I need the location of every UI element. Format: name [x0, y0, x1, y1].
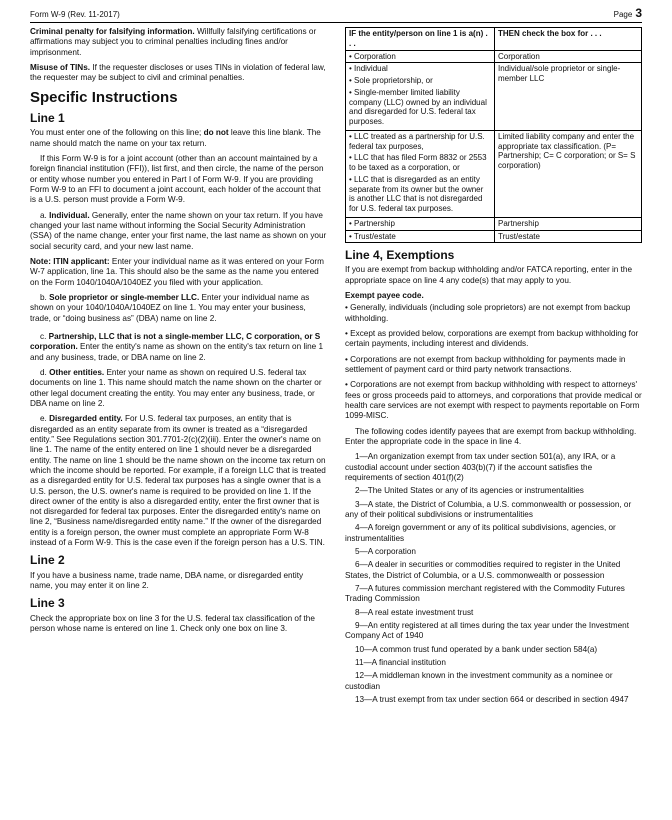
codes-intro: The following codes identify payees that are exempt from backup withholding. Enter the appropriate code in the space in line 4.: [345, 426, 637, 447]
item-d-heading: Other entities.: [49, 367, 105, 377]
line4-heading: Line 4, Exemptions: [345, 248, 455, 263]
line3-heading: Line 3: [30, 596, 65, 611]
joint-account-paragraph: If this Form W-9 is for a joint account (other than an account maintained by a foreign financial institution (FFI)), list first, and then circle, the name of the person or entity whose number you entered in Part I of Form W-9. If you are providing Form W-9 to an FFI to document a joint account, each holder of the account that is a U.S. person must provide a Form W-9.: [30, 153, 324, 205]
table-cell: • Trust/estate: [346, 230, 495, 243]
table-row: [346, 63, 642, 131]
exempt-code-item: 7—A futures commission merchant registered with the Commodity Futures Trading Commission: [345, 583, 625, 604]
item-b-sole-proprietor: [30, 293, 327, 324]
exempt-code-item: 6—A dealer in securities or commodities required to register in the United States, the District of Columbia, or a U.S. commonwealth or possession: [345, 560, 621, 580]
criminal-penalty-paragraph: [30, 27, 327, 58]
table-cell: Trust/estate: [495, 230, 642, 243]
table-cell: Individual/sole proprietor or single-member LLC: [495, 63, 642, 131]
form-revision: Form W-9 (Rev. 11-2017): [30, 9, 120, 19]
table-header-then: THEN check the box for . . .: [495, 28, 642, 51]
misuse-tins-text: If the requester discloses or uses TINs in violation of federal law, the requester may be subject to civil and criminal penalties.: [30, 62, 326, 83]
item-e-heading: Disregarded entity.: [49, 414, 123, 424]
itin-note-text: Enter your individual name as it was entered on your Form W-7 application, line 1a. This should also be the same as the name you entered on the Form 1040/1040A/1040EZ you filed with your application.: [30, 256, 324, 287]
table-cell: [346, 63, 495, 131]
item-d-other-entities: [30, 368, 327, 409]
line2-heading: Line 2: [30, 553, 65, 568]
exempt-bullet: • Corporations are not exempt from backup withholding with respect to attorneys' fees or gross proceeds paid to attorneys, and corporations that provide medical or health care services are not exempt with respect to payments reportable on Form 1099-MISC.: [345, 380, 642, 421]
line3-text: Check the appropriate box on line 3 for the U.S. federal tax classification of the person whose name is entered on line 1. Check only one box on line 3.: [30, 613, 315, 633]
line2-text: If you have a business name, trade name, DBA name, or disregarded entity name, you may enter it on line 2.: [30, 570, 304, 590]
itin-note: [30, 257, 327, 288]
table-item: • LLC that has filed Form 8832 or 2553 to be taxed as a corporation, or: [349, 153, 487, 172]
item-c-partnership: [30, 332, 327, 363]
item-b-text: Enter your individual name as shown on your 1040/1040A/1040EZ on line 1. You may enter your business, trade, or “doing business as” (DBA) name on line 2.: [30, 292, 310, 323]
right-column: [345, 27, 642, 708]
item-b-heading: Sole proprietor or single-member LLC.: [49, 292, 200, 302]
entity-classification-table: [345, 27, 642, 243]
item-a-heading: Individual.: [49, 210, 90, 220]
exempt-bullet: • Generally, individuals (including sole proprietors) are not exempt from backup withholding.: [345, 303, 631, 323]
line1-do-not: do not: [203, 128, 229, 138]
table-row: [346, 217, 642, 230]
table-header-if: IF the entity/person on line 1 is a(n) . . .: [346, 28, 495, 51]
criminal-penalty-text: Willfully falsifying certifications or affirmations may subject you to criminal penalties including fines and/or imprisonment.: [30, 27, 317, 57]
item-a-text: Generally, enter the name shown on your tax return. If you have changed your last name without informing the Social Security Administration (SSA) of the name change, enter your first name, the last name as shown on your social security card, and your new last name.: [30, 210, 327, 251]
table-cell: Corporation: [495, 50, 642, 63]
exempt-code-item: 13—A trust exempt from tax under section 664 or described in section 4947: [355, 694, 629, 704]
exempt-code-item: 10—A common trust fund operated by a bank under section 584(a): [355, 644, 598, 654]
item-c-label: c.: [40, 331, 49, 341]
left-column: [30, 27, 327, 639]
item-e-label: e.: [40, 414, 50, 424]
line1-intro-c: leave this line blank. The name should match the name on your tax return.: [30, 128, 321, 148]
table-item: • Individual: [349, 64, 388, 74]
page-number: [614, 6, 642, 21]
table-cell: Limited liability company and enter the appropriate tax classification. (P= Partnership; C= C corporation; or S= S corporation): [495, 130, 642, 217]
item-a-individual: [30, 211, 327, 252]
specific-instructions-title: Specific Instructions: [30, 88, 178, 106]
table-row: [346, 130, 642, 217]
exempt-code-item: 3—A state, the District of Columbia, a U.S. commonwealth or possession, or any of their political subdivisions or instrumentalities: [345, 499, 632, 519]
exempt-bullet: • Corporations are not exempt from backup withholding for payments made in settlement of payment card or third party network transactions.: [345, 354, 626, 375]
line1-intro-a: You must enter one of the following on this line;: [30, 128, 204, 138]
line4-intro: If you are exempt from backup withholding and/or FATCA reporting, enter in the appropriate space on line 4 any code(s) that may apply to you.: [345, 265, 633, 285]
exempt-code-item: 5—A corporation: [355, 546, 416, 556]
table-cell: • Corporation: [346, 50, 495, 63]
exempt-code-item: 8—A real estate investment trust: [355, 607, 474, 617]
page-number-value: 3: [635, 5, 642, 20]
line1-heading: Line 1: [30, 111, 65, 126]
itin-note-heading: Note: ITIN applicant:: [30, 256, 110, 266]
item-d-label: d.: [40, 367, 50, 377]
table-row: [346, 230, 642, 243]
page-header: [30, 5, 642, 23]
item-d-text: Enter your name as shown on required U.S. federal tax documents on line 1. This name should match the name shown on the charter or other legal document creating the entity. You may enter any business, trade, or DBA name on line 2.: [30, 367, 322, 408]
exempt-code-item: 2—The United States or any of its agencies or instrumentalities: [355, 486, 584, 496]
exempt-code-item: 11—A financial institution: [355, 657, 446, 667]
item-a-label: a.: [40, 210, 50, 220]
exempt-payee-code-heading: Exempt payee code.: [345, 291, 424, 301]
table-cell: • Partnership: [346, 217, 495, 230]
table-item: • Sole proprietorship, or: [349, 76, 433, 85]
item-c-text: Enter the entity's name as shown on the entity's tax return on line 1 and any business, trade, or DBA name on line 2.: [30, 342, 324, 362]
exempt-code-item: 9—An entity registered at all times during the tax year under the Investment Company Act of 1940: [345, 620, 629, 641]
exempt-code-item: 12—A middleman known in the investment community as a nominee or custodian: [345, 671, 613, 691]
item-c-heading: Partnership, LLC that is not a single-member LLC, C corporation, or S corporation.: [30, 331, 321, 352]
page-label: Page: [613, 9, 633, 19]
exempt-codes-list: [345, 452, 642, 705]
table-item: • LLC treated as a partnership for U.S. federal tax purposes,: [349, 131, 485, 151]
misuse-tins-heading: Misuse of TINs.: [30, 62, 91, 72]
item-b-label: b.: [40, 292, 50, 302]
line1-intro: [30, 128, 327, 149]
exempt-code-item: 1—An organization exempt from tax under section 501(a), any IRA, or a custodial account under section 403(b)(7) if the account satisfies the requirements of section 401(f)(2): [345, 452, 616, 483]
exempt-bullet: • Except as provided below, corporations are exempt from backup withholding for certain payments, including interest and dividends.: [345, 329, 639, 349]
misuse-tins-paragraph: [30, 63, 327, 84]
table-row: [346, 50, 642, 63]
exempt-code-item: 4—A foreign government or any of its political subdivisions, agencies, or instrumentalities: [345, 523, 616, 543]
table-cell: [346, 130, 495, 217]
criminal-penalty-heading: Criminal penalty for falsifying information.: [30, 27, 195, 36]
table-header-row: [346, 28, 642, 51]
item-e-disregarded-entity: [30, 414, 327, 548]
table-item: • Single-member limited liability company (LLC) owned by an individual and disregarded for U.S. federal tax purposes.: [349, 87, 487, 126]
item-e-text: For U.S. federal tax purposes, an entity that is disregarded as an entity separate from its owner is treated as a “disregarded entity.” See Regulations section 301.7701-2(c)(2)(iii). Enter the owner's name on line 1. The name of the entity entered on line 1 should never be a disregarded entity. The name on line 1 should be the name shown on the income tax return on which the income should be reported. For example, if a foreign LLC that is treated as a disregarded entity for U.S. federal tax purposes has a single owner that is a U.S. person, the U.S. owner's name is required to be provided on line 1. If the direct owner of the entity is also a disregarded entity, enter the first owner that is not disregarded for federal tax purposes. Enter the disregarded entity's name on line 2, “Business name/disregarded entity name.” If the owner of the disregarded entity is a foreign person, the owner must complete an appropriate Form W-8 instead of a Form W-9. This is the case even if the foreign person has a U.S. TIN.: [30, 414, 326, 548]
table-item: • LLC that is disregarded as an entity separate from its owner but the owner is another LLC that is not disregarded for U.S. federal tax purposes.: [349, 174, 484, 213]
table-cell: Partnership: [495, 217, 642, 230]
